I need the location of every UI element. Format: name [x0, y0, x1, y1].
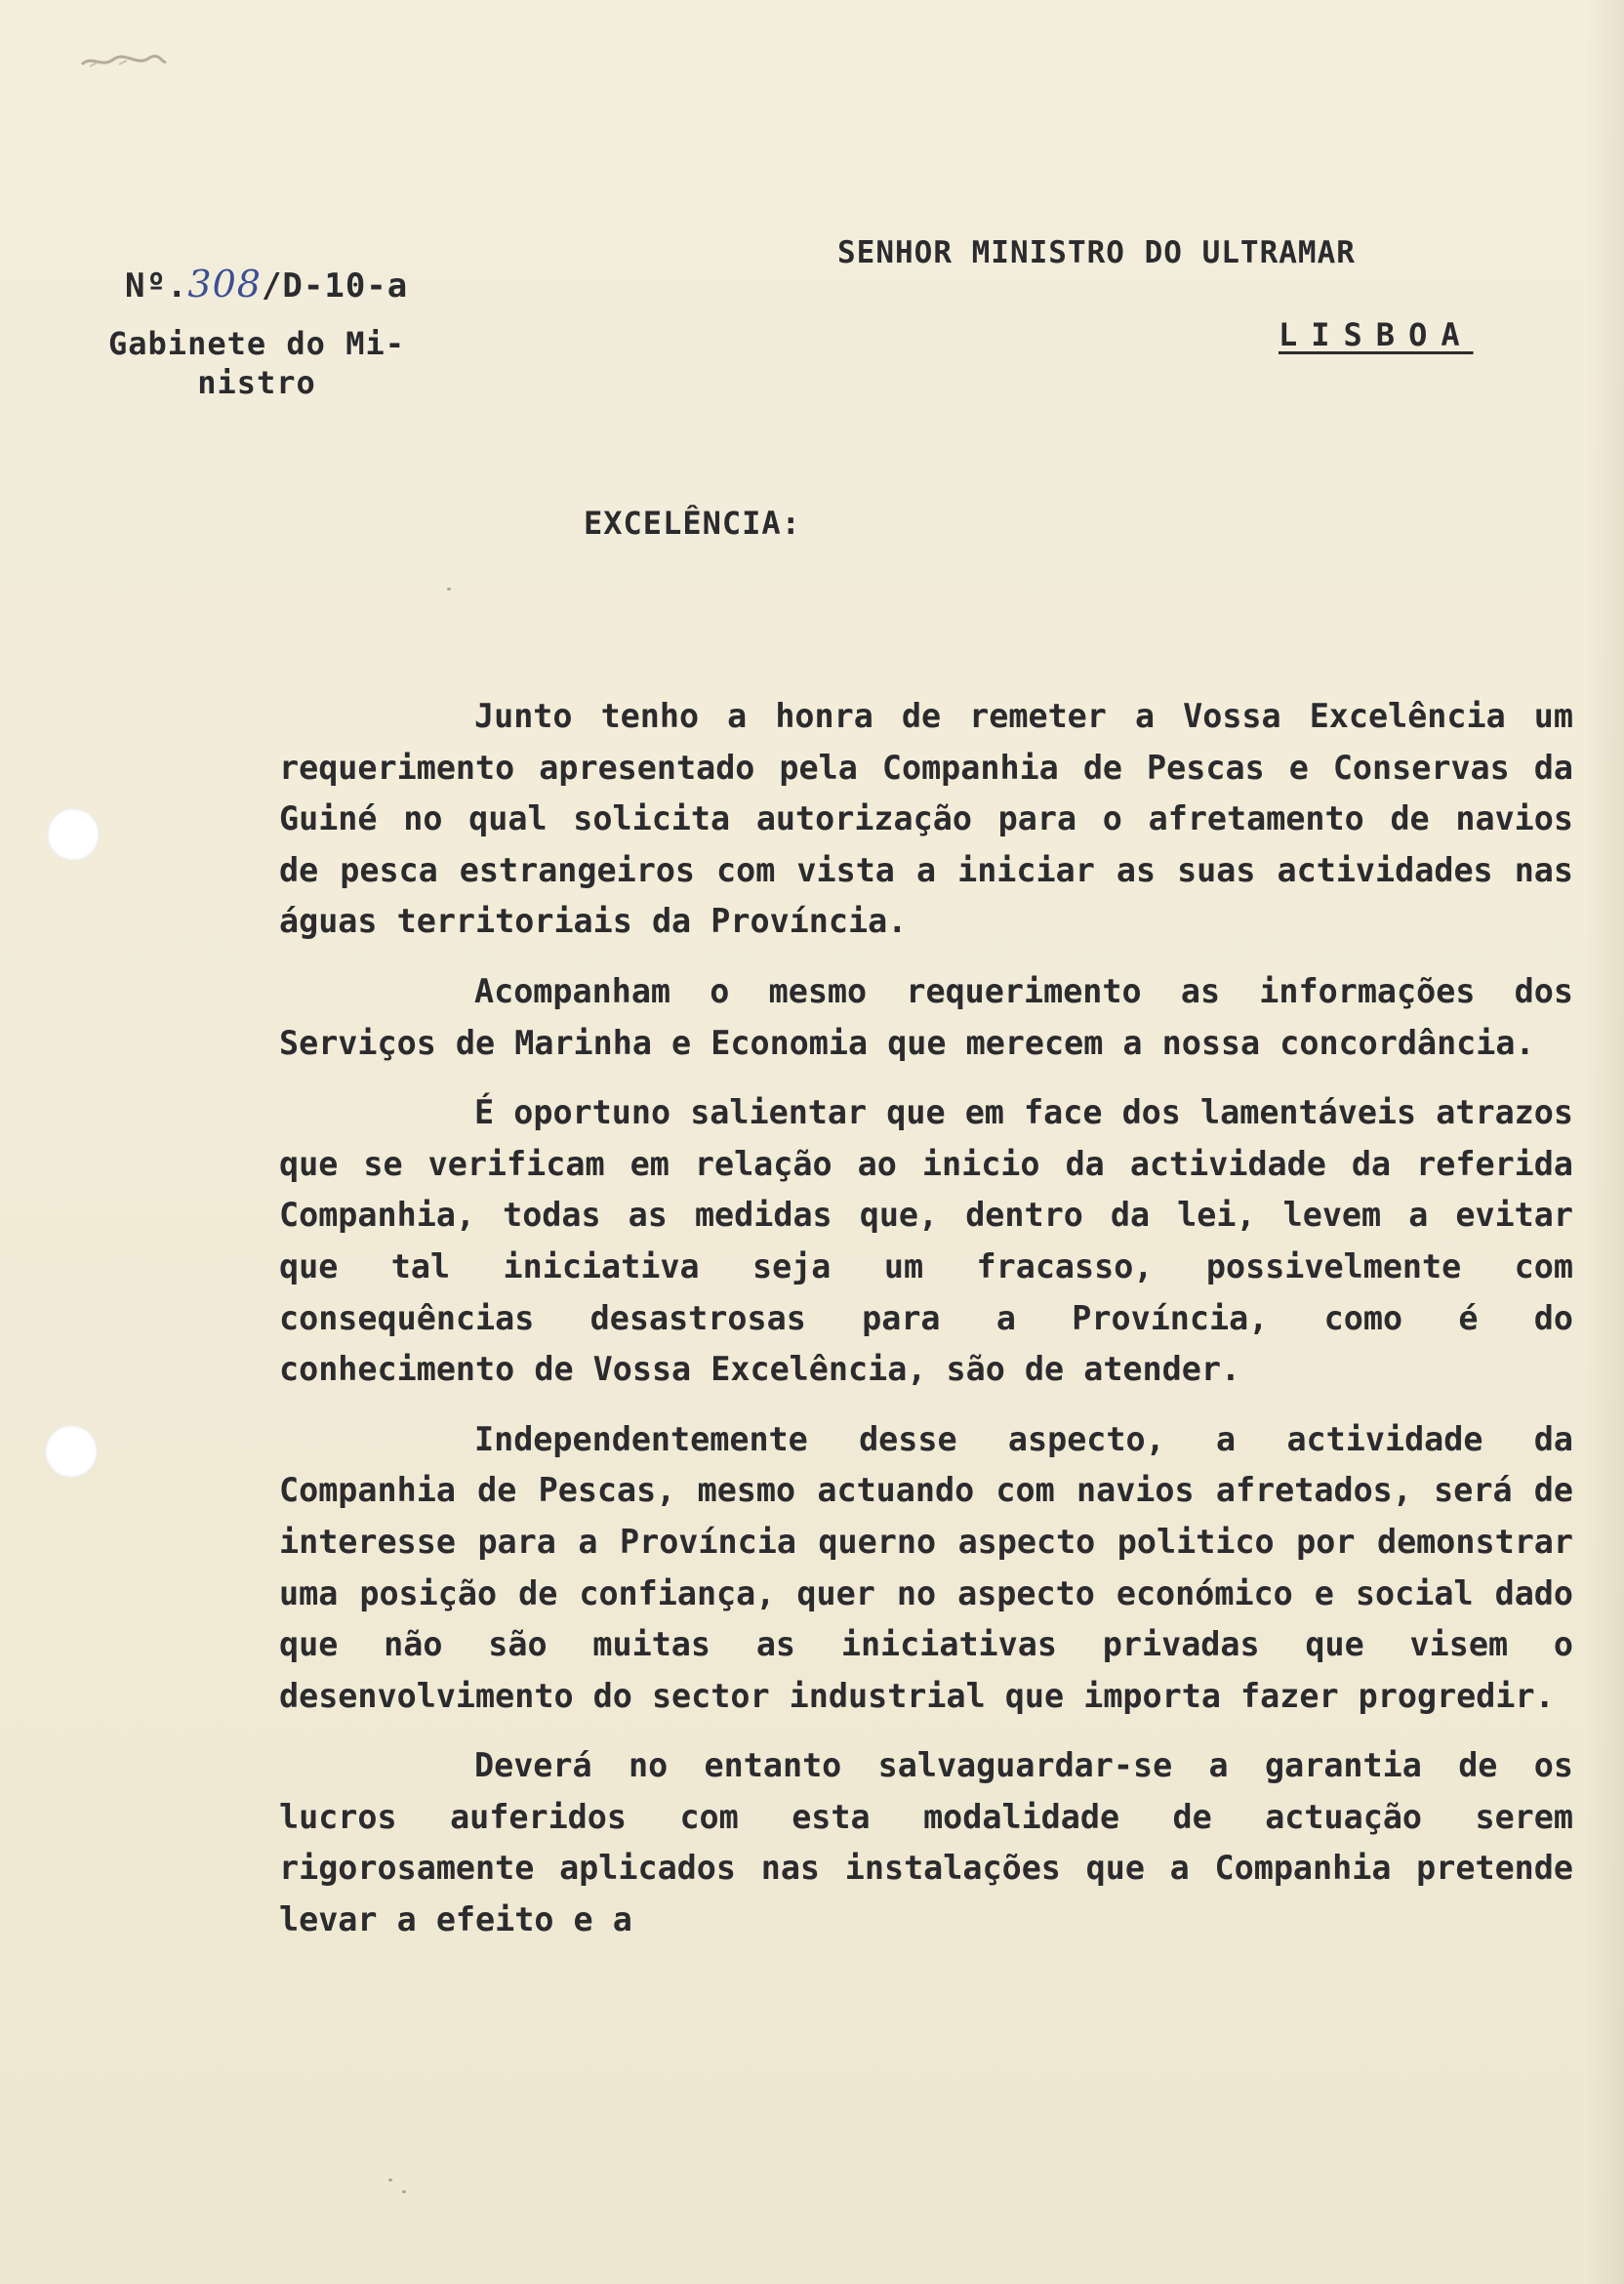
torn-corner-mark [80, 51, 168, 72]
page-edge-shadow [1585, 0, 1624, 2284]
office-line-1: Gabinete do Mi- [108, 325, 405, 362]
paper-speck [402, 2190, 406, 2193]
punch-hole-top [47, 808, 100, 861]
salutation: EXCELÊNCIA: [584, 505, 801, 542]
punch-hole-bottom [45, 1425, 98, 1478]
recipient-city: LISBOA [1279, 316, 1474, 353]
paragraph-5: Deverá no entanto salvaguardar-se a garantia de os lucros auferidos com esta modalidade de actuação serem rigorosamente aplicados nas instalações que a Companhia pretende levar a efeito e a [279, 1746, 1573, 1939]
sender-office [105, 324, 408, 402]
paragraph-2: Acompanham o mesmo requerimento as informações dos Serviços de Marinha e Economia que merecem a nossa concordância. [279, 971, 1573, 1062]
ref-prefix: Nº. [125, 266, 188, 306]
paragraph-3: É oportuno salientar que em face dos lamentáveis atrazos que se verificam em relação ao inicio da actividade da referida Companhia, todas as medidas que, dentro da lei, levem a evitar que tal iniciativa seja um fracasso, possivelmente com consequências desastrosas para a Província, como é do conhecimento de Vossa Excelência, são de atender. [279, 1093, 1573, 1389]
office-line-2: nistro [197, 364, 316, 401]
paragraph-4: Independentemente desse aspecto, a actividade da Companhia de Pescas, mesmo actuando com navios afretados, será de interesse para a Província querno aspecto politico por demonstrar uma posição de confiança, quer no aspecto económico e social dado que não são muitas as iniciativas privadas que visem o desenvolvimento do sector industrial que importa fazer progredir. [279, 1419, 1573, 1715]
ref-suffix: /D-10-a [261, 266, 409, 306]
letter-body [279, 691, 1573, 1965]
recipient-title: SENHOR MINISTRO DO ULTRAMAR [837, 235, 1356, 270]
handwritten-ref-number: 308 [187, 263, 262, 306]
reference-number [125, 263, 409, 306]
paper-speck [388, 2179, 392, 2182]
paragraph-1: Junto tenho a honra de remeter a Vossa Excelência um requerimento apresentado pela Companhia de Pescas e Conservas da Guiné no qual solicita autorização para o afretamento de navios de pesca estrangeiros com vista a iniciar as suas actividades nas águas territoriais da Província. [279, 697, 1573, 941]
paper-speck [447, 588, 451, 591]
